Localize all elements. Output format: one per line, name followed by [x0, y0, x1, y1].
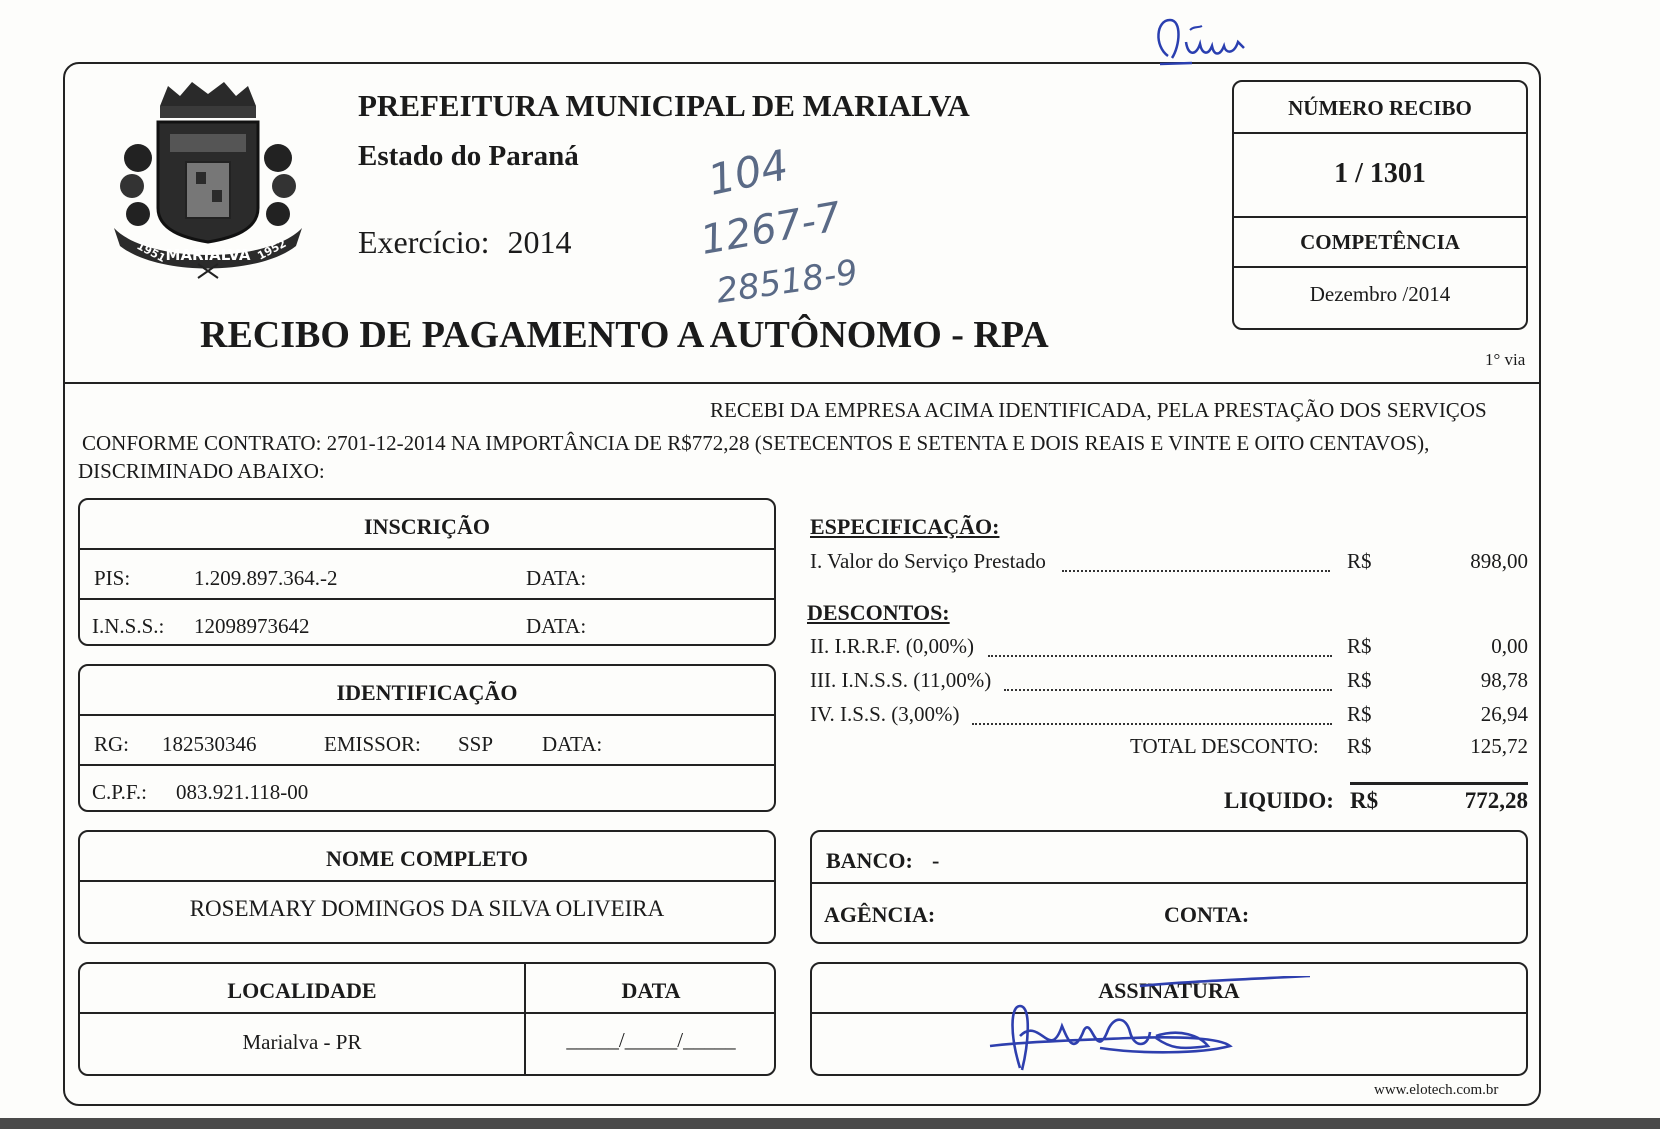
iss-currency: R$ [1347, 702, 1372, 726]
net-value: 772,28 [1464, 788, 1528, 813]
handwritten-signature-icon [980, 976, 1310, 1082]
crest-year-right: 1952 [255, 236, 289, 263]
rg-value: 182530346 [162, 732, 257, 756]
inss-discount-label: III. I.N.S.S. (11,00%) [810, 668, 992, 692]
inss-date-label: DATA: [526, 614, 587, 638]
inss-discount-value: 98,78 [1480, 668, 1528, 692]
locality-value: Marialva - PR [242, 1030, 362, 1054]
service-currency: R$ [1347, 549, 1372, 573]
locality-box [78, 962, 776, 1076]
statement-line-3: DISCRIMINADO ABAIXO: [78, 459, 325, 483]
cpf-label: C.P.F.: [92, 780, 147, 804]
total-discount-label: TOTAL DESCONTO: [1130, 734, 1319, 758]
net-currency: R$ [1350, 788, 1379, 813]
pis-label: PIS: [94, 566, 131, 590]
specification-heading: ESPECIFICAÇÃO: [810, 514, 1000, 539]
rg-label: RG: [94, 732, 130, 756]
document-title: RECIBO DE PAGAMENTO A AUTÔNOMO - RPA [200, 314, 1049, 356]
top-initials [1150, 6, 1270, 68]
receipt-number-value: 1 / 1301 [1334, 158, 1426, 189]
full-name-heading: NOME COMPLETO [326, 846, 528, 871]
date-blank-field: _____/_____/_____ [566, 1028, 736, 1052]
account-label: CONTA: [1164, 902, 1250, 927]
net-label: LIQUIDO: [1224, 788, 1334, 813]
municipality-title: PREFEITURA MUNICIPAL DE MARIALVA [358, 88, 970, 123]
bank-value: - [932, 848, 940, 873]
header-divider [63, 382, 1541, 384]
handwritten-note-3: 28518-9 [713, 252, 861, 312]
initials-ink-icon [1150, 6, 1270, 68]
receipt-number-label: NÚMERO RECIBO [1288, 96, 1472, 120]
exercise-year: 2014 [507, 224, 572, 260]
crest-city-text: MARIALVA [165, 246, 251, 264]
irrf-value: 0,00 [1491, 634, 1528, 658]
irrf-label: II. I.R.R.F. (0,00%) [810, 634, 974, 658]
exercise-label: Exercício: [358, 224, 490, 260]
bank-box [810, 830, 1528, 944]
pis-date-label: DATA: [526, 566, 587, 590]
statement-line-1: RECEBI DA EMPRESA ACIMA IDENTIFICADA, PELA PRESTAÇÃO DOS SERVIÇOS [710, 398, 1487, 422]
municipal-crest [108, 78, 308, 283]
signature-ink [980, 976, 1310, 1082]
issuer-label: EMISSOR: [324, 732, 421, 756]
date-heading: DATA [621, 978, 681, 1003]
discounts-heading: DESCONTOS: [807, 600, 950, 625]
state-name: Estado do Paraná [358, 140, 579, 172]
id-date-label: DATA: [542, 732, 603, 756]
total-discount-currency: R$ [1347, 734, 1372, 758]
pis-value: 1.209.897.364.-2 [194, 566, 338, 590]
exercise [358, 224, 571, 261]
crest-icon [108, 78, 308, 283]
statement-line-2: CONFORME CONTRATO: 2701-12-2014 NA IMPORTÂNCIA DE R$772,28 (SETECENTOS E SETENTA E DOIS REAIS E VINTE E OITO CENTAVOS), [82, 431, 1430, 455]
cpf-value: 083.921.118-00 [176, 780, 309, 804]
scan-bottom-edge [0, 1118, 1660, 1129]
copy-label: 1° via [1485, 350, 1526, 369]
crest-year-left: 1951 [134, 239, 168, 266]
footer-website[interactable]: www.elotech.com.br [1374, 1082, 1499, 1098]
identificacao-heading: IDENTIFICAÇÃO [336, 680, 518, 705]
competence-value: Dezembro /2014 [1309, 282, 1451, 306]
handwritten-note-1: 104 [703, 140, 793, 205]
inss-currency: R$ [1347, 668, 1372, 692]
signature-heading: ASSINATURA [1098, 978, 1240, 1003]
service-value: 898,00 [1470, 549, 1528, 573]
receipt-number-box [1232, 80, 1528, 330]
iss-value: 26,94 [1480, 702, 1528, 726]
inss-label: I.N.S.S.: [92, 614, 165, 638]
full-name-value: ROSEMARY DOMINGOS DA SILVA OLIVEIRA [189, 896, 665, 921]
competence-label: COMPETÊNCIA [1300, 230, 1460, 254]
agency-label: AGÊNCIA: [824, 902, 936, 927]
service-label: I. Valor do Serviço Prestado [810, 549, 1046, 573]
identificacao-box [78, 664, 776, 812]
full-name-box [78, 830, 776, 944]
handwritten-note-2: 1267-7 [697, 194, 845, 264]
inscricao-heading: INSCRIÇÃO [364, 514, 490, 539]
inscricao-box [78, 498, 776, 646]
total-discount-value: 125,72 [1470, 734, 1528, 758]
inss-value: 12098973642 [194, 614, 310, 638]
issuer-value: SSP [458, 732, 494, 756]
bank-label: BANCO: [826, 848, 913, 873]
locality-heading: LOCALIDADE [227, 978, 377, 1003]
iss-label: IV. I.S.S. (3,00%) [810, 702, 960, 726]
irrf-currency: R$ [1347, 634, 1372, 658]
